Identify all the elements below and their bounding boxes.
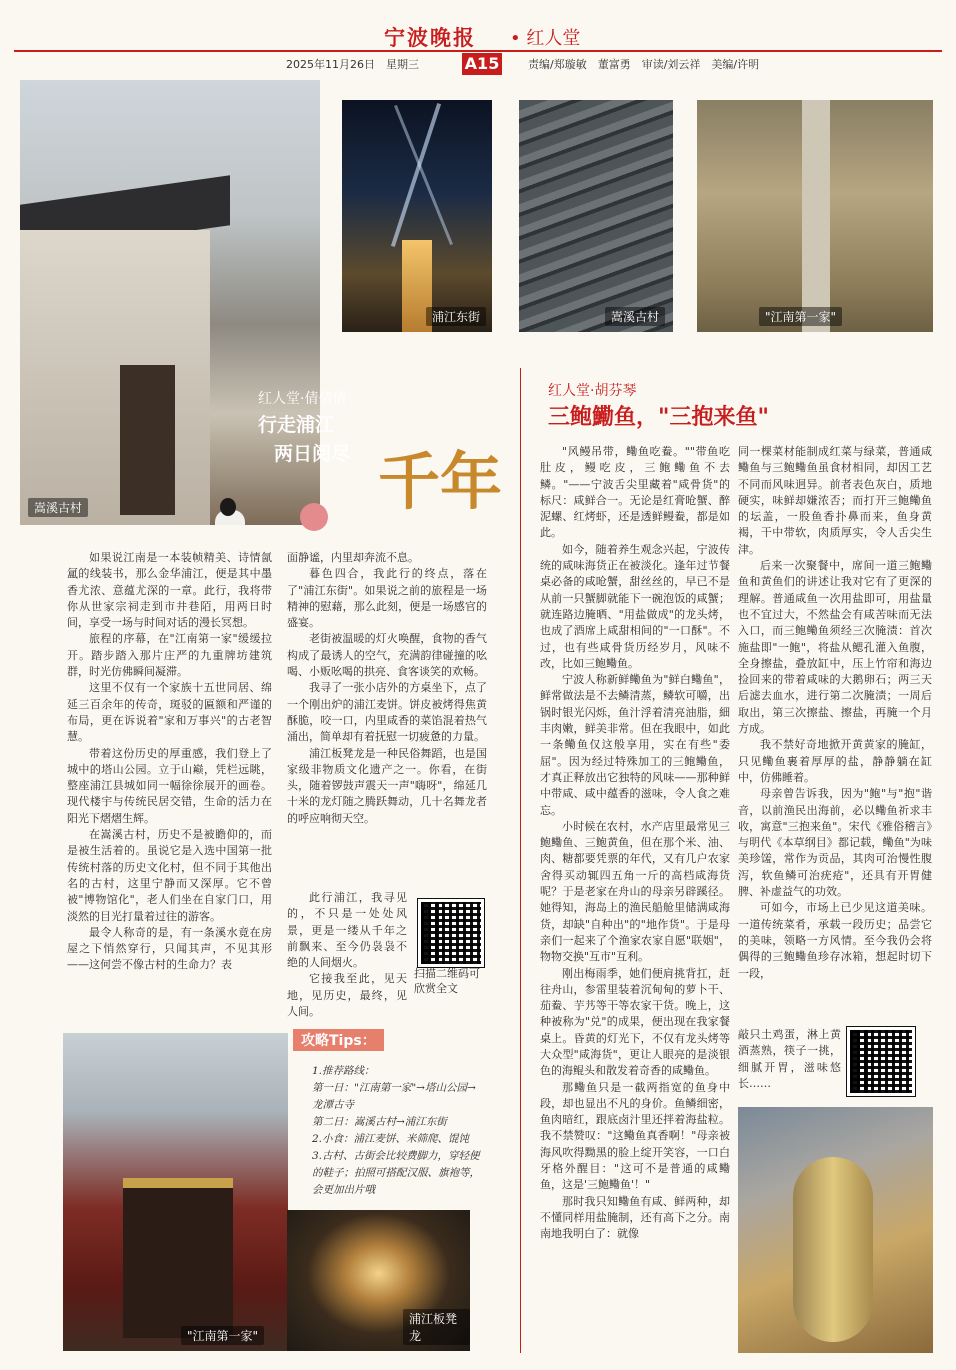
paragraph: 此行浦江，我寻见的，不只是一处处风景，更是一缕从千年之前飘来、至今仍袅袅不绝的人间烟火。 [287, 891, 407, 970]
bench-dragon-photo [287, 1210, 470, 1351]
newspaper-logo: 宁波晚报 [384, 25, 476, 50]
paragraph: 宁波人称新鲜鳓鱼为"鲜白鳓鱼"，鲜常做法是不去鳞清蒸，鳞软可嚼，出锅时银光闪烁，鱼汁浮着清亮油脂，細丰肉嫩，鲜美非常。但在我眼中，如此一条鳓鱼仅这般享用，实在有些"委屈"。因为经过特殊加工的三鲍鳓鱼，才真正释放出它独特的风味——那种鲜中带咸、咸中蕴香的滋味，令人食之难忘。 [540, 673, 730, 817]
songxi-roofs-photo [519, 100, 673, 332]
paragraph: 这里不仅有一个家族十五世同居、绵延三百余年的传奇，斑驳的匾额和严谨的布局，更在诉说着"家和万事兴"的古老智慧。 [67, 681, 272, 744]
paragraph: 可如今，市场上已少见这道美味。一道传统菜肴，承载一段历史；品尝它的美味，领略一方风情。至今我仍会将偶得的三鲍鳓鱼珍存冰箱，想起时切下一段， [738, 901, 932, 980]
paragraph: 如今，随着养生观念兴起，宁波传统的咸味海货正在被淡化。逢年过节餐桌必备的咸呛蟹，甜丝丝的，早已不是从前一只蟹脚就能下一碗泡饭的咸蟹；就连路边腌晒、"用盐做成"的龙头烤，也成了酒席上咸甜相间的"一口酥"。不过，也有些咸骨货历经岁月，风味不改，比如三鲍鳓鱼。 [540, 542, 730, 670]
paragraph: 暮色四合，我此行的终点，落在了"浦江东街"。如果说之前的旅程是一场精神的慰藉，那么此刻，便是一场感官的盛宴。 [287, 567, 487, 630]
salted-fish-photo [738, 1107, 933, 1353]
paragraph: 敲只土鸡蛋，淋上黄酒蒸熟，筷子一挑，细腻开胃，滋味悠长…… [738, 1028, 841, 1090]
photo-caption: 浦江板凳龙 [403, 1309, 470, 1345]
pujiang-east-street-photo [342, 100, 492, 332]
column-divider [520, 368, 521, 1353]
jiangnan-first-family-photo [697, 100, 933, 332]
header-rule [14, 50, 942, 52]
paragraph: 刚出梅雨季，她们便肩挑背扛，赶往舟山，参雷里装着沉甸甸的萝卜干、茄鲞、芋艿等干等农家干货。晚上，这种被称为"兑"的成果，便出现在我家餐桌上。昏黄的灯光下，不仅有龙头烤等大众型"咸海货"，更让人眼亮的是淡银色的海鲲头和散发着奇香的咸鳓鱼。 [540, 966, 730, 1078]
photo-caption: "江南第一家" [181, 1326, 264, 1345]
photo-caption: 嵩溪古村 [28, 498, 88, 517]
page-number: A15 [462, 53, 502, 75]
paragraph: 那鳓鱼只是一截两指宽的鱼身中段，却也显出不凡的身价。鱼鳞细密，鱼肉暗红，跟底卤汁里还拌着海盐粒。我不禁赞叹："这鳓鱼真香啊！"母亲被海风吹得黝黑的脸上绽开笑容，一口白牙格外醒目："这可不是普通的咸鳓鱼，这是'三鲍鳓鱼'！" [540, 1080, 730, 1192]
article-title: 三鲍鰳鱼，"三抱来鱼" [548, 404, 769, 430]
photo-caption: 嵩溪古村 [605, 307, 665, 326]
article-title-line2: 两日阅尽 [274, 443, 351, 465]
left-article-col-b [287, 550, 487, 827]
tips-line: 第一日："江南第一家"→塔山公园→龙潭古寺 [312, 1082, 476, 1111]
photo-caption: "江南第一家" [759, 307, 842, 326]
paragraph: "风鳗吊带，鳓鱼吃鲞。""带鱼吃肚皮，鳗吃皮，三鲍鳓鱼不去鳞。"——宁波舌尖里藏着"咸骨货"的标尺：咸鲜合一。无论是红膏呛蟹、醉泥螺、红烤虾，还是透鲜鳗鲞，都是如此。 [540, 445, 730, 540]
qr-code[interactable] [847, 1027, 915, 1096]
paragraph: 小时候在农村，水产店里最常见三鲍鳓鱼、三鲍黄鱼，但在那个米、油、肉、糖都要凭票的年代，又有几户农家舍得买动辄四五角一斤的高档咸海货呢？于是老家在舟山的母亲另辟蹊径。她得知，海岛上的渔民船舱里储满咸海货，却缺"自种出"的"地作货"。于是母亲们一起来了个渔家农家自愿"联姻"，物物交换"互市"互利。 [540, 819, 730, 964]
left-article-col-a [67, 550, 272, 974]
paragraph: 面静谧，内里却奔流不息。 [287, 551, 419, 564]
paragraph: 后来一次聚餐中，席间一道三鲍鳓鱼和黄鱼们的讲述让我对它有了更深的理解。普通咸鱼一次用盐即可，用盐量也不宜过大，不然盐会有咸苦味而无法入口，而三鲍鳓鱼须经三次腌渍：首次施盐即"一鲍"，将盐从鳃孔灌入鱼腹，全身擦盐，叠放缸中，压上竹帘和海边捡回来的带着咸味的大鹅卵石；两三天后滤去血水，进行第二次腌渍；一周后取出，第三次擦盐、擦盐，再腌一个月方成。 [738, 559, 932, 736]
paragraph: 老街被温暖的灯火唤醒，食物的香气构成了最诱人的空气，充满韵律碰撞的吆喝、小贩吆喝的拱亮、食客谈笑的欢畅。 [287, 632, 487, 679]
section-name: • 红人堂 [510, 28, 581, 49]
article-title-big: 千年 [378, 445, 503, 518]
right-article-col-d-tail [738, 1027, 841, 1092]
right-article-col-c [540, 444, 730, 1243]
paragraph: 它接我至此，见天地，见历史，最终，见人间。 [287, 972, 407, 1019]
paragraph: 母亲曾告诉我，因为"鲍"与"抱"谐音，以前渔民出海前，必以鳓鱼祈求丰收，寓意"三抱来鱼"。宋代《雅俗稽言》与明代《本草纲目》都记载，鳓鱼"为味美珍馐，常作为贡品，其肉可治慢性腹泻，软鱼鳞可治疣疮"，还具有开胃健脾、补虚益气的功效。 [738, 787, 932, 899]
paragraph: 那时我只知鳓鱼有咸、鲜两种，却不懂同样用盐腌制，还有高下之分。南南地我明白了：就像 [540, 1194, 730, 1241]
article-author: 红人堂·倩倩倩 [258, 391, 347, 407]
tips-title: 攻略Tips： [293, 1029, 384, 1051]
paragraph: 在嵩溪古村，历史不是被瞻仰的，而是被生活着的。虽说它是入选中国第一批传统村落的历史文化村，但不同于其他出名的古村，这里宁静而又深厚。它不曾被"博物馆化"，老人们坐在自家门口，用淡然的目光打量着过往的游客。 [67, 828, 272, 923]
paragraph: 带着这份历史的厚重感，我们登上了城中的塔山公园。立于山巅，凭栏远眺，整座浦江县城如同一幅徐徐展开的画卷。现代楼宇与传统民居交错，生命的活力在阳光下熠熠生辉。 [67, 746, 272, 825]
decorative-dot [300, 503, 328, 531]
jiangnan-first-family-hall-photo [63, 1033, 288, 1351]
left-article-col-b-tail [287, 890, 407, 1020]
issue-date: 2025年11月26日 星期三 [286, 58, 419, 71]
right-article-col-d [738, 444, 932, 982]
paragraph: 旅程的序幕，在"江南第一家"缓缓拉开。踏步踏入那片庄严的九重牌坊建筑群，时光仿佛瞬间凝滞。 [67, 632, 272, 679]
paragraph: 浦江板凳龙是一种民俗舞蹈，也是国家级非物质文化遗产之一。你看，在街头，随着锣鼓声震天一声"嗨呀"，绵延几十米的龙灯随之腾跃舞动，几十名舞龙者的呼应响彻天空。 [287, 746, 487, 825]
tips-line: 2.小食：浦江麦饼、米筛爬、馄饨 [312, 1133, 470, 1145]
tips-line: 3.古村、古街会比较费脚力，穿轻便的鞋子；拍照可搭配汉服、旗袍等，会更加出片哦 [312, 1150, 480, 1196]
qr-caption: 扫描二维码可欣赏全文 [414, 967, 480, 995]
tips-line: 第二日：嵩溪古村→浦江东街 [312, 1116, 447, 1128]
tips-line: 1.推荐路线： [312, 1065, 375, 1077]
article-author: 红人堂·胡芬琴 [548, 383, 637, 399]
editor-credits: 责编/郑璇敏 董富勇 审读/刘云祥 美编/许明 [528, 58, 760, 71]
paragraph: 最令人称奇的是，有一条溪水竟在房屋之下悄然穿行，只闻其声，不见其形——这何尝不像古村的生命力？表 [67, 925, 272, 972]
tips-list [312, 1063, 482, 1199]
paragraph: 我不禁好奇地掀开黄黄家的腌缸，只见鳓鱼裹着厚厚的盐，静静躺在缸中，仿佛睡着。 [738, 738, 932, 784]
paragraph: 同一棵菜材能制成红菜与绿菜，普通咸鳓鱼与三鲍鳓鱼虽食材相同，却因工艺不同而风味迥异。前者表色灰白，质地硬实，味鲜却嫌浓否；而打开三鲍鳓鱼的坛盖，一股鱼香扑鼻而来，鱼身黄褐，干中带软，肉质厚实，令人舌尖生津。 [738, 445, 932, 556]
article-title-line1: 行走浦江 [258, 414, 335, 436]
qr-code[interactable] [418, 899, 484, 967]
paragraph: 我寻了一张小店外的方桌坐下，点了一个刚出炉的浦江麦饼。饼皮被烤得焦黄酥脆，咬一口，内里咸香的菜馅混着热气涌出，简单却有着抚慰一切疲惫的力量。 [287, 681, 487, 744]
photo-caption: 浦江东街 [426, 307, 486, 326]
paragraph: 如果说江南是一本装帧精美、诗情氤氲的线装书，那么金华浦江，便是其中墨香尤浓、意蕴尤深的一章。此行，我将带你从世家宗祠走到市井巷陌，用两日时间，享受一场与时间对话的漫长冥想。 [67, 551, 272, 630]
